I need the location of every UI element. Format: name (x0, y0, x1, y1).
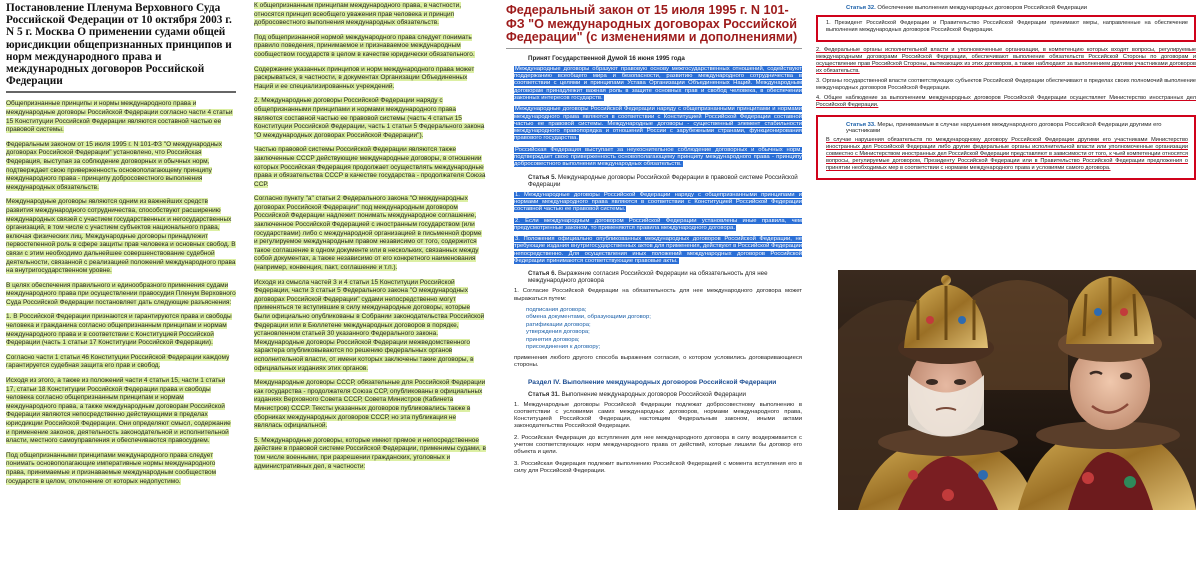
article-6-list-item[interactable]: подписания договора; (526, 306, 587, 313)
article-6-list (506, 307, 802, 352)
article-32-item-3: 3. Органы государственной власти соответствующих субъектов Российской Федерации обеспечивают в пределах своих полномочий выполнение международных договоров Российской Федерации. (816, 78, 1196, 91)
document-panel-plenum-continued (248, 0, 490, 580)
preamble-paragraph-3 (506, 147, 802, 169)
plenum-paragraph-text: 1. В Российской Федерации признаются и гарантируются права и свободы человека и гражданина согласно общепризнанным принципам и нормам международного права и в соответствии с Конституцией Российской Федерации (часть 1 статьи 17 Конституции Российской Федерации). (6, 313, 232, 347)
article-32-label[interactable]: Статья 32. (846, 5, 876, 11)
title-divider (6, 91, 236, 93)
plenum-paragraph-3 (6, 198, 236, 275)
article-32-title: Обеспечение выполнения международных договоров Российской Федерации (877, 5, 1087, 11)
article-6-list-item[interactable]: присоединения к договору; (526, 344, 601, 351)
article-5-title: Международные договоры Российской Федерации в правовой системе Российской Федерации (528, 173, 798, 188)
plenum-paragraph-1 (6, 100, 236, 134)
article-5-item-text: 2. Если международным договором Российской Федерации установлены иные правила, чем предусмотренные законом, то применяются правила международного договора. (514, 217, 802, 231)
plenum-continued-paragraph-1 (254, 2, 486, 28)
article-32-item-2: 2. Федеральные органы исполнительной власти и уполномоченные организации, в компетенцию которых входят вопросы, регулируемые международными договорами Российской Федерации, обеспечивают выполнение обязательств Российской Стороны по договорам и осуществление прав Российской Стороны, вытекающих из этих договоров, а также наблюдают за выполнением другими участниками договоров их обязательств. (816, 47, 1196, 74)
section-4-heading: Раздел IV. Выполнение международных договоров Российской Федерации (528, 378, 777, 386)
plenum-continued-paragraph-text: Исходя из смысла частей 3 и 4 статьи 15 Конституции Российской Федерации, части 3 статьи 5 Федерального закона "О международных договорах Российской Федерации" судами непосредственно могут применяться те вступившие в силу международные договоры, которые были официально опубликованы в Собрании законодательства Российской Федерации или в Бюллетене международных договоров в порядке, установленном статьей 30 указанного Федерального закона. Международные договоры Российской Федерации межведомственного характера опубликовываются по решению федеральных органов исполнительной власти, от имени которых заключены такие договоры, в официальных изданиях этих органов. (254, 278, 485, 372)
article-5-item-3 (506, 236, 802, 265)
plenum-paragraph-text: В целях обеспечения правильного и единообразного применения судами международного права при осуществлении правосудия Пленум Верховного Суда Российской Федерации постановляет дать следующие разъяснения: (6, 281, 236, 306)
article-32-item-1-box (816, 15, 1196, 42)
article-33-box (816, 115, 1196, 180)
article-6-list-item[interactable]: ратификации договора; (526, 321, 591, 328)
preamble-paragraph-1 (506, 66, 802, 102)
title-divider (506, 48, 802, 49)
article-32-heading (846, 5, 1196, 11)
plenum-continued-paragraph-5 (254, 146, 486, 189)
article-31-item-text: 3. Российская Федерация подлежит выполнению Российской Федерацией с момента вступления его в силу для Российской Федерации. (514, 460, 802, 474)
plenum-continued-paragraph-8 (254, 379, 486, 431)
article-32-item-4: 4. Общее наблюдение за выполнением международных договоров Российской Федерации осуществляет Министерство иностранных дел Российской Федерации. (816, 95, 1196, 108)
article-5-heading (528, 174, 802, 188)
plenum-paragraph-2 (6, 141, 236, 193)
article-6-intro: 1. Согласие Российской Федерации на обязательность для нее международного договора может выражаться путем: (514, 288, 802, 302)
article-33-body: В случае нарушения обязательств по международному договору Российской Федерации другими его участниками Министерство иностранных дел Российской Федерации либо другие федеральные органы исполнительной власти или уполномоченные организации совместно с Министерством иностранных дел Российской Федерации представляют в зависимости от того, к чьей компетенции относятся вопросы, регулируемые договором, Президенту Российской Федерации или в Правительство Российской Федерации предложения о принятии необходимых мер в соответствии с нормами международного права и условиями самого договора. (826, 137, 1188, 171)
plenum-continued-paragraph-text: 5. Международные договоры, которые имеют прямое и непосредственное действие в правовой системе Российской Федерации, применимы судами, в том числе военными, при разрешении гражданских, уголовных и административных дел, в частности: (254, 436, 486, 470)
article-5-item-text: 1. Международные договоры Российской Федерации наряду с общепризнанными принципами и нормами международного права являются в соответствии с Конституцией Российской Федерации составной частью ее правовой системы. (514, 191, 802, 213)
article-6-list-item[interactable]: принятия договора; (526, 336, 580, 343)
plenum-paragraph-text: Федеральным законом от 15 июля 1995 г. N 101-ФЗ "О международных договорах Российской Федерации" установлено, что Российская Федерация, выступая за соблюдение договорных и обычных норм, подтверждает свою приверженность основополагающему принципу международного права - принципу добросовестного выполнения международных обязательств. (6, 140, 222, 191)
article-31-item-1 (506, 402, 802, 431)
plenum-paragraph-text: Международные договоры являются одним из важнейших средств развития международного сотрудничества, способствуют расширению международных связей с участием государственных и негосударственных организаций, в том числе с участием субъектов национального права, включая физических лиц. Международные договоры принадлежит первостепенной роль в сфере защиты прав человека и основных свобод. В связи с этим необходимо дальнейшее совершенствование судебной деятельности, связанной с реализацией положений международного права на внутригосударственном уровне. (6, 198, 236, 275)
preamble-paragraph-2 (506, 106, 802, 142)
article-6-list-item[interactable]: утверждения договора; (526, 329, 590, 336)
plenum-title: Постановление Пленума Верховного Суда Российской Федерации от 10 октября 2003 г. N 5 г. Москва О применении судами общей юрисдикции общепризнанных принципов и норм международного права и международных договоров Российской Федерации (6, 2, 232, 88)
article-32-item-1: 1. Президент Российской Федерации и Правительство Российской Федерации принимают меры, направленные на обеспечение выполнения международных договоров Российской Федерации. (826, 20, 1188, 33)
preamble-paragraph-text: Российская Федерация выступает за неукоснительное соблюдение договорных и обычных норм, подтверждает свою приверженность основополагающему принципу международного права - принципу добросовестного выполнения международных обязательств. (514, 146, 802, 168)
article-31-heading (528, 391, 802, 398)
plenum-paragraph-6 (6, 354, 236, 371)
plenum-continued-paragraph-text: Содержание указанных принципов и норм международного права может раскрываться, в частности, в документах Организации Объединенных Наций и ее специализированных учреждений. (254, 65, 475, 90)
article-5-item-2 (506, 218, 802, 233)
article-33-heading (846, 122, 1188, 134)
article-33-title: Меры, принимаемые в случае нарушения международного договора Российской Федерации другими его участниками (846, 122, 1162, 134)
article-6-title: Выражение согласия Российской Федерации на обязательность для нее международного договора (528, 270, 768, 285)
plenum-continued-paragraph-text: Под общепризнанной нормой международного права следует понимать правило поведения, принимаемое и признаваемое международным сообществом государств в целом в качестве юридически обязательного. (254, 33, 475, 58)
collage-illustration (838, 270, 1196, 510)
article-31-item-2 (506, 435, 802, 457)
plenum-continued-paragraph-text: Частью правовой системы Российской Федерации являются также заключенные СССР действующие международные договоры, в отношении которых Российская Федерация продолжает осуществлять международные права и обязательства СССР в качестве государства - продолжателя Союза ССР. (254, 146, 486, 188)
article-31-item-3 (506, 461, 802, 476)
article-33-label[interactable]: Статья 33. (846, 122, 876, 128)
article-31-body (506, 402, 802, 476)
plenum-paragraph-text: Согласно части 1 статьи 46 Конституции Российской Федерации каждому гарантируется судебная защита его прав и свобод. (6, 353, 230, 370)
plenum-continued-paragraph-4 (254, 97, 486, 140)
plenum-continued-paragraph-3 (254, 66, 486, 92)
article-6-tail: применения любого другого способа выражения согласия, о котором условились договаривающиеся стороны. (514, 354, 802, 369)
plenum-body (6, 100, 236, 486)
plenum-paragraph-text: Исходя из этого, а также из положений части 4 статьи 15, части 1 статьи 17, статьи 18 Конституции Российской Федерации права и свободы человека согласно общепризнанным принципам и нормам международного права, а также международным договорам Российской Федерации являются непосредственно действующими в пределах юрисдикции Российской Федерации. Они определяют смысл, содержание и применение законов, деятельность законодательной и исполнительной власти, местного самоуправления и обеспечиваются правосудием. (6, 377, 231, 445)
article-5-label[interactable]: Статья 5. (528, 173, 557, 181)
plenum-continued-paragraph-2 (254, 34, 486, 60)
plenum-paragraph-4 (6, 282, 236, 308)
document-panel-federal-law (496, 0, 808, 580)
law-adopted-date: Принят Государственной Думой 16 июня 1995 года (528, 54, 685, 62)
article-31-item-text: 1. Международные договоры Российской Федерации подлежат добросовестному выполнению в соответствии с условиями самих международных договоров, нормами международного права, Конституцией Российской Федерации, настоящим Федеральным законом, иными актами законодательства Российской Федерации. (514, 401, 802, 430)
preamble-paragraph-text: Международные договоры Российской Федерации наряду с общепризнанными принципами и нормами международного права являются в соответствии с Конституцией Российской Федерации составной частью ее правовой системы. Международные договоры - существенный элемент стабильности международного правопорядка и отношений России с зарубежными странами, функционирования правового государства. (514, 106, 802, 142)
document-panel-plenum (0, 0, 242, 580)
plenum-paragraph-8 (6, 452, 236, 486)
plenum-continued-paragraph-7 (254, 279, 486, 374)
collage-photo (838, 270, 1196, 510)
plenum-continued-paragraph-text: К общепризнанным принципам международного права, в частности, относятся принцип всеобщего уважения прав человека и принцип добросовестного выполнения международных обязательств. (254, 2, 462, 27)
article-31-title: Выполнение международных договоров Российской Федерации (561, 390, 746, 398)
plenum-continued-paragraph-9 (254, 437, 486, 471)
article-31-item-text: 2. Российская Федерация до вступления для нее международного договора в силу воздерживается с учетом соответствующих норм международного права от действий, которые лишили бы договор его объекта и цели. (514, 434, 802, 456)
article-6-list-item[interactable]: обмена документами, образующими договор; (526, 314, 651, 321)
article-5-item-text: 3. Положения официально опубликованных международных договоров Российской Федерации, не требующие издания внутригосударственных актов для применения, действуют в Российской Федерации непосредственно. Для осуществления иных положений международных договоров Российской Федерации принимаются соответствующие правовые акты. (514, 236, 802, 265)
plenum-paragraph-5 (6, 313, 236, 347)
plenum-continued-paragraph-text: 2. Международные договоры Российской Федерации наряду с общепризнанными принципами и нормами международного права являются составной частью ее правовой системы (часть 4 статьи 15 Конституции Российской Федерации, часть 1 статьи 5 Федерального закона "О международных договорах Российской Федерации"). (254, 97, 485, 139)
article-31-label[interactable]: Статья 31. (528, 390, 560, 398)
plenum-paragraph-text: Под общепризнанными принципами международного права следует понимать основополагающие императивные нормы международного права, принимаемые и признаваемые международным сообществом государств в целом, отклонение от которых недопустимо. (6, 451, 217, 485)
law-title: Федеральный закон от 15 июля 1995 г. N 101-ФЗ "О международных договорах Российской Федерации" (с изменениями и дополнениями) (506, 3, 798, 45)
article-5-body (506, 192, 802, 266)
plenum-continued-paragraph-6 (254, 195, 486, 272)
plenum-paragraph-7 (6, 377, 236, 446)
article-6-label[interactable]: Статья 6. (528, 270, 557, 278)
preamble-paragraph-text: Международные договоры образуют правовую основу межгосударственных отношений, содействуют поддержанию всеобщего мира и безопасности, развитию международного сотрудничества в соответствии с целями и принципами Устава Организации Объединенных Наций. Международным договорам принадлежит важная роль в защите основных прав и свобод человека, в обеспечении законных интересов государств. (514, 65, 802, 101)
plenum-continued-paragraph-text: Международные договоры СССР, обязательные для Российской Федерации как государства - продолжателя Союза ССР, опубликованы в официальных изданиях Верховного Совета СССР, Совета Министров (Кабинета Министров) СССР. Тексты указанных договоров публиковались также в сборниках международных договоров СССР, но эта публикация не являлась официальной. (254, 379, 486, 430)
article-6-heading (528, 270, 802, 284)
plenum-paragraph-text: Общепризнанные принципы и нормы международного права и международные договоры Российской Федерации согласно части 4 статьи 15 Конституции Российской Федерации являются составной частью ее правовой системы. (6, 100, 233, 134)
plenum-continued-body (254, 2, 486, 471)
law-preamble (506, 66, 802, 169)
plenum-continued-paragraph-text: Согласно пункту "а" статьи 2 Федерального закона "О международных договорах Российской Федерации" под международным договором Российской Федерации надлежит понимать международное соглашение, заключенное Российской Федерацией с иностранным государством (или государствами) либо с международной организацией в письменной форме и регулируемое международным правом независимо от того, содержится такое соглашение в одном документе или в нескольких, связанных между собой документах, а также независимо от его конкретного наименования (например, конвенция, пакт, соглашение и т.п.). (254, 195, 482, 272)
article-5-item-1 (506, 192, 802, 214)
